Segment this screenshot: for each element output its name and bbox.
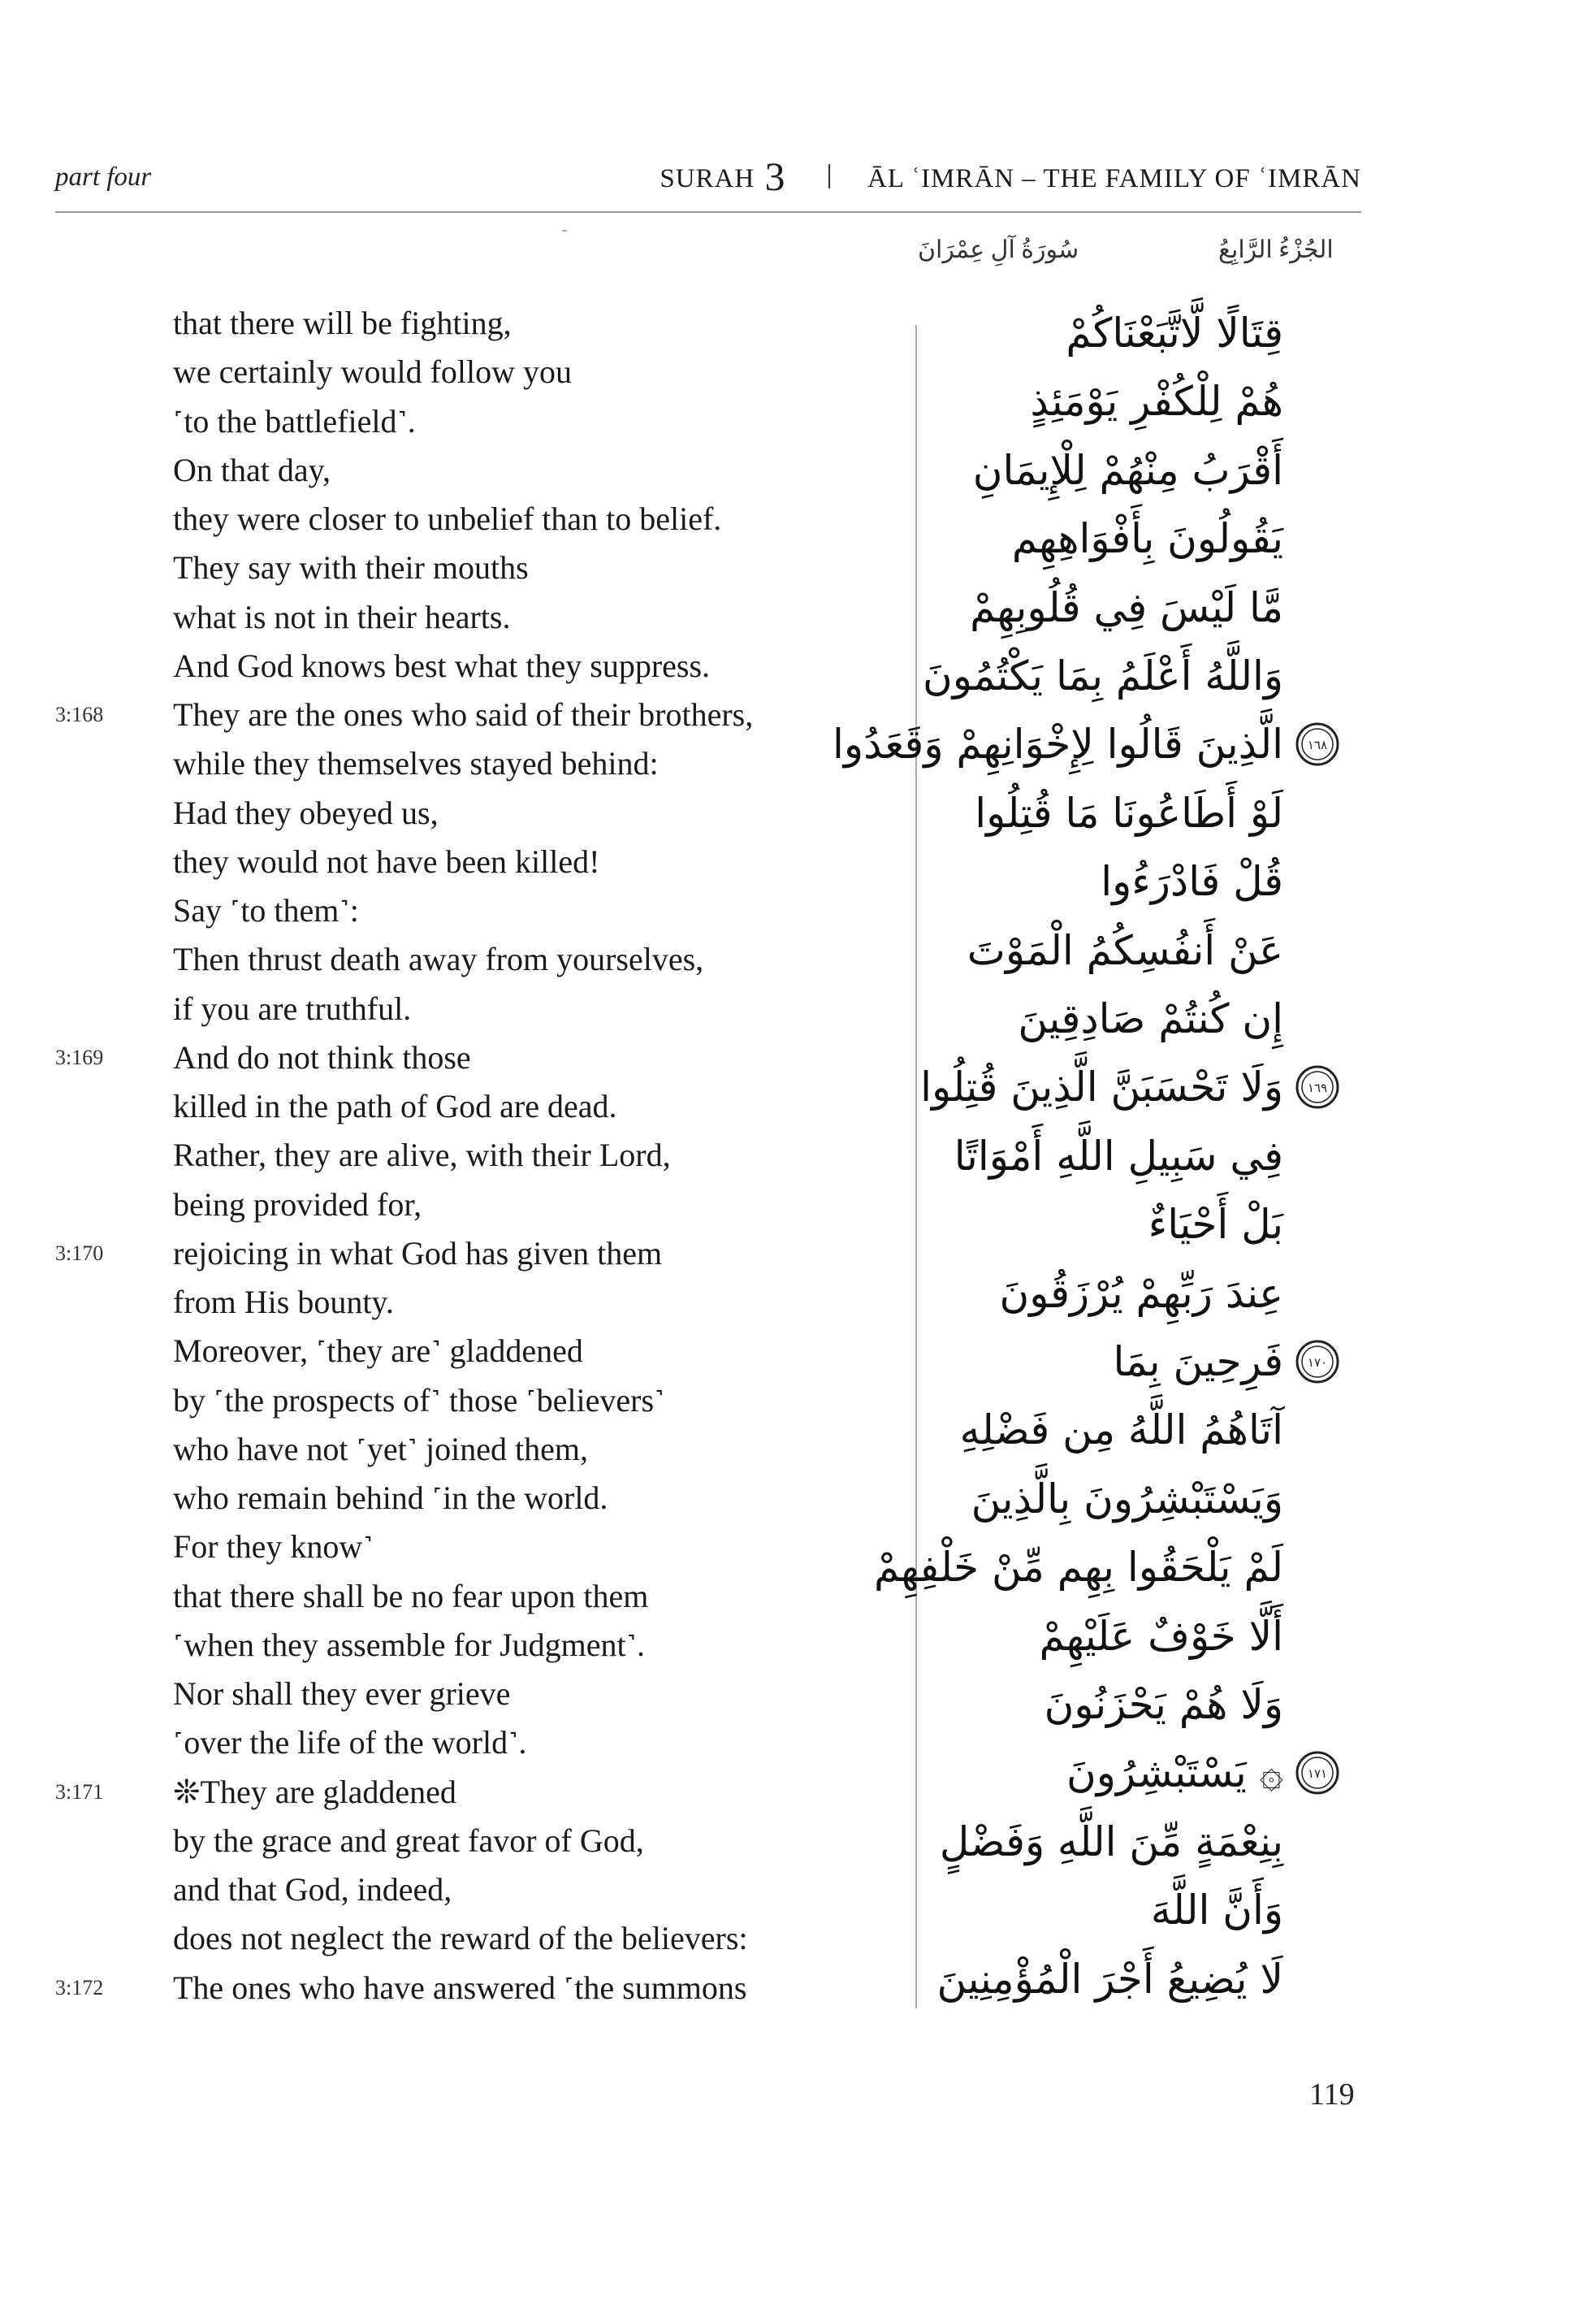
- arabic-line: لَوْ أَطَاعُونَا مَا قُتِلُوا: [975, 789, 1283, 837]
- english-line: Say ˹to them˺:: [173, 892, 359, 929]
- english-line: that there shall be no fear upon them: [173, 1577, 649, 1614]
- english-line: we certainly would follow you: [173, 353, 572, 391]
- running-header: [55, 153, 1361, 201]
- arabic-line: فِي سَبِيلِ اللَّهِ أَمْوَاتًا: [954, 1132, 1283, 1180]
- arabic-part-name: الجُزْءُ الرَّابِعُ: [1218, 236, 1334, 263]
- english-line: Moreover, ˹they are˺ gladdened: [173, 1332, 583, 1370]
- arabic-line: لَا يُضِيعُ أَجْرَ الْمُؤْمِنِينَ: [936, 1955, 1283, 2003]
- english-line: killed in the path of God are dead.: [173, 1088, 617, 1124]
- english-line: Rather, they are alive, with their Lord,: [173, 1137, 671, 1174]
- arabic-line: عِندَ رَبِّهِمْ يُرْزَقُونَ: [999, 1269, 1283, 1317]
- english-line: while they themselves stayed behind:: [173, 745, 659, 782]
- english-line: rejoicing in what God has given them: [173, 1234, 663, 1271]
- english-line: from His bounty.: [173, 1284, 394, 1320]
- english-line: Had they obeyed us,: [173, 794, 439, 831]
- arabic-line: قِتَالًا لَّاتَّبَعْنَاكُمْ: [1066, 310, 1283, 357]
- header-rule: [55, 211, 1361, 213]
- verse-end-marker-icon: [1295, 1750, 1340, 1796]
- arabic-line: بِنِعْمَةٍ مِّنَ اللَّهِ وَفَضْلٍ: [939, 1817, 1283, 1865]
- verse-number: 3:172: [55, 1975, 104, 1999]
- arabic-line: الَّذِينَ قَالُوا لِإِخْوَانِهِمْ وَقَعَدُوا: [833, 721, 1283, 769]
- arabic-line: فَرِحِينَ بِمَا: [1113, 1338, 1283, 1385]
- arabic-line: هُمْ لِلْكُفْرِ يَوْمَئِذٍ: [1030, 378, 1283, 426]
- english-line: who remain behind ˹in the world.: [173, 1479, 608, 1516]
- english-line: does not neglect the reward of the believers:: [173, 1920, 748, 1957]
- english-line: They are the ones who said of their brothers,: [173, 696, 754, 733]
- surah-title: ĀL ʿIMRĀN – THE FAMILY OF ʿIMRĀN: [867, 164, 1361, 193]
- verse-end-marker-icon: [1295, 1339, 1340, 1384]
- arabic-line: مَّا لَيْسَ فِي قُلُوبِهِمْ: [970, 583, 1283, 631]
- header-separator: [828, 164, 830, 188]
- arabic-line: وَلَا هُمْ يَحْزَنُونَ: [1044, 1681, 1283, 1728]
- english-line: Nor shall they ever grieve: [173, 1675, 511, 1712]
- arabic-line: لَمْ يَلْحَقُوا بِهِم مِّنْ خَلْفِهِمْ: [873, 1544, 1283, 1592]
- english-line: ˹to the battlefield˺.: [173, 402, 416, 440]
- english-line: And do not think those: [173, 1038, 471, 1076]
- english-line: The ones who have answered ˹the summons: [173, 1969, 747, 2006]
- verse-end-marker-icon: [1295, 1064, 1340, 1110]
- english-line: Then thrust death away from yourselves,: [173, 941, 704, 978]
- verse-end-marker-icon: [1295, 721, 1340, 767]
- english-line: For they know˺: [173, 1528, 374, 1566]
- arabic-line: وَأَنَّ اللَّهَ: [1150, 1887, 1283, 1934]
- verse-end-number: ١٧١: [1307, 1766, 1328, 1782]
- english-line: what is not in their hearts.: [173, 598, 511, 635]
- verse-end-number: ١٦٨: [1307, 738, 1328, 753]
- verse-end-number: ١٦٩: [1307, 1081, 1328, 1096]
- arabic-line: وَيَسْتَبْشِرُونَ بِالَّذِينَ: [971, 1475, 1283, 1523]
- english-line: They say with their mouths: [173, 549, 529, 587]
- english-line: and that God, indeed,: [173, 1871, 452, 1908]
- arabic-line: إِن كُنتُمْ صَادِقِينَ: [1018, 995, 1283, 1042]
- english-line: being provided for,: [173, 1185, 422, 1223]
- arabic-line: عَنْ أَنفُسِكُمُ الْمَوْتَ: [967, 926, 1283, 974]
- english-line: by the grace and great favor of God,: [173, 1822, 644, 1859]
- english-line: if you are truthful.: [173, 990, 412, 1027]
- english-line: ❊They are gladdened: [173, 1773, 456, 1810]
- english-line: On that day,: [173, 451, 331, 488]
- arabic-line: آتَاهُمُ اللَّهُ مِن فَضْلِهِ: [959, 1406, 1283, 1454]
- english-line: ˹when they assemble for Judgment˺.: [173, 1626, 645, 1663]
- english-line: by ˹the prospects of˺ those ˹believers˺: [173, 1381, 665, 1419]
- english-line: ˹over the life of the world˺.: [173, 1724, 527, 1761]
- arabic-line: بَلْ أَحْيَاءٌ: [1148, 1201, 1283, 1249]
- verse-number: 3:168: [55, 703, 104, 726]
- column-divider: [915, 325, 917, 2008]
- english-line: And God knows best what they suppress.: [173, 647, 711, 684]
- verse-number: 3:169: [55, 1045, 104, 1069]
- surah-number: 3: [764, 154, 786, 199]
- arabic-surah-name: سُورَةُ آلِ عِمْرَانَ: [918, 236, 1079, 263]
- arabic-line: أَلَّا خَوْفٌ عَلَيْهِمْ: [1039, 1612, 1283, 1660]
- english-line: who have not ˹yet˺ joined them,: [173, 1430, 588, 1467]
- surah-label: SURAH: [660, 164, 755, 193]
- arabic-line: وَاللَّهُ أَعْلَمُ بِمَا يَكْتُمُونَ: [923, 652, 1283, 700]
- verse-number: 3:170: [55, 1241, 104, 1265]
- arabic-line: ۞ يَسْتَبْشِرُونَ: [1066, 1749, 1283, 1797]
- arabic-line: يَقُولُونَ بِأَفْوَاهِهِم: [1011, 515, 1283, 563]
- english-line: they were closer to unbelief than to belief.: [173, 500, 722, 537]
- arabic-line: وَلَا تَحْسَبَنَّ الَّذِينَ قُتِلُوا: [920, 1064, 1283, 1111]
- surah-heading: [660, 153, 1361, 200]
- arabic-line: قُلْ فَادْرَءُوا: [1101, 858, 1283, 906]
- center-tick: [562, 230, 567, 232]
- english-line: that there will be fighting,: [173, 305, 512, 341]
- english-line: they would not have been killed!: [173, 843, 600, 880]
- verse-end-number: ١٧٠: [1307, 1355, 1328, 1370]
- page-number: 119: [1309, 2077, 1355, 2112]
- part-label: part four: [55, 162, 152, 192]
- arabic-line: أَقْرَبُ مِنْهُمْ لِلْإِيمَانِ: [972, 446, 1283, 494]
- verse-number: 3:171: [55, 1779, 104, 1804]
